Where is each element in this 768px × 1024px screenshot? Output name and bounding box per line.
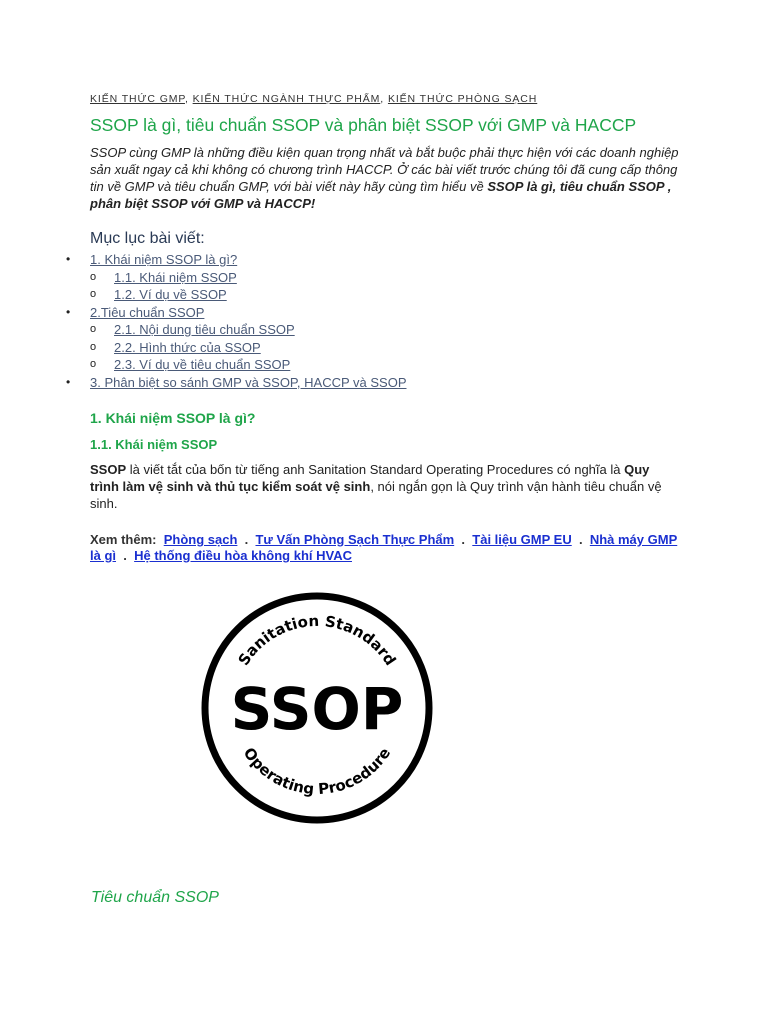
- toc-subitem: [90, 356, 656, 374]
- toc-subitem: [90, 286, 656, 304]
- intro-text: SSOP cùng GMP là những điều kiện quan trọng nhất và bắt buộc phải thực hiện với các doanh nghiệp sản xuất ngay cả khi không có chương trình HACCP. Ở các bài viết trước chúng tôi đã cung cấp thông tin về GMP và tiêu chuẩn GMP, với bài viết này hãy cùng tìm hiểu về: [90, 145, 679, 194]
- circle-bullet-icon: o: [90, 340, 97, 353]
- paragraph-text: là viết tắt của bốn từ tiếng anh Sanitation Standard Operating Procedures có nghĩa là: [126, 462, 625, 477]
- toc-item: [66, 374, 656, 392]
- bold-term: Quy trình làm vệ sinh và thủ tục kiểm soát vệ sinh: [90, 462, 650, 494]
- toc-link[interactable]: 2.2. Hình thức của SSOP: [114, 339, 261, 355]
- toc-link[interactable]: 2.Tiêu chuẩn SSOP: [90, 304, 205, 320]
- toc-link[interactable]: 1.2. Ví dụ về SSOP: [114, 287, 227, 302]
- logo-bottom-arc-text: Operating Procedure: [239, 744, 395, 799]
- link-sep: .: [578, 532, 583, 547]
- bold-term: SSOP: [90, 462, 127, 477]
- intro-paragraph: [90, 144, 680, 212]
- toc-link[interactable]: 2.1. Nội dung tiêu chuẩn SSOP: [114, 322, 295, 337]
- bullet-icon: •: [66, 374, 71, 389]
- see-more-link[interactable]: Hệ thống điều hòa không khí HVAC: [134, 548, 352, 563]
- toc-link[interactable]: 2.3. Ví dụ về tiêu chuẩn SSOP: [114, 357, 291, 372]
- see-more-link[interactable]: Nhà máy GMP là gì: [90, 532, 678, 563]
- toc-subitem: [90, 269, 656, 287]
- link-sep: .: [461, 532, 466, 547]
- logo-center-text: SSOP: [230, 675, 404, 743]
- see-more-link[interactable]: Tư Vấn Phòng Sạch Thực Phẩm: [255, 532, 455, 547]
- breadcrumb-food[interactable]: KIẾN THỨC NGÀNH THỰC PHẨM: [192, 93, 381, 105]
- circle-bullet-icon: o: [90, 270, 97, 283]
- image-caption: Tiêu chuẩn SSOP: [91, 889, 219, 906]
- toc-heading: Mục lục bài viết:: [90, 230, 205, 247]
- toc-link[interactable]: 1. Khái niệm SSOP là gì?: [90, 252, 238, 267]
- bullet-icon: •: [66, 252, 71, 266]
- bullet-icon: •: [66, 304, 71, 319]
- subsection-heading: 1.1. Khái niệm SSOP: [90, 437, 218, 452]
- ssop-logo: [201, 592, 433, 824]
- ssop-logo-graphic: [201, 592, 433, 824]
- breadcrumb: [90, 92, 680, 106]
- intro-bold: SSOP là gì, tiêu chuẩn SSOP , phân biệt SSOP với GMP và HACCP!: [90, 179, 672, 211]
- see-more-link[interactable]: Phòng sạch: [163, 532, 238, 547]
- link-sep: .: [123, 548, 127, 563]
- article: [66, 92, 680, 564]
- toc-link[interactable]: 3. Phân biệt so sánh GMP và SSOP, HACCP và SSOP: [90, 374, 407, 390]
- circle-bullet-icon: o: [90, 288, 97, 300]
- see-more-label: Xem thêm:: [90, 532, 157, 547]
- section-heading: 1. Khái niệm SSOP là gì?: [90, 410, 256, 426]
- breadcrumb-sep: ,: [380, 93, 385, 105]
- see-more-link[interactable]: Tài liệu GMP EU: [472, 532, 572, 547]
- page-title: SSOP là gì, tiêu chuẩn SSOP và phân biệt SSOP với GMP và HACCP: [90, 115, 637, 135]
- circle-bullet-icon: o: [90, 358, 97, 370]
- table-of-contents: [66, 251, 656, 391]
- toc-subitem: [90, 321, 656, 339]
- definition-paragraph: [90, 461, 680, 512]
- toc-link[interactable]: 1.1. Khái niệm SSOP: [114, 269, 237, 285]
- link-sep: .: [244, 532, 249, 547]
- circle-bullet-icon: o: [90, 323, 97, 335]
- toc-item: [66, 304, 656, 374]
- toc-item: [66, 251, 656, 304]
- logo-top-arc-text: Sanitation Standard: [234, 611, 400, 669]
- breadcrumb-gmp[interactable]: KIẾN THỨC GMP: [90, 93, 185, 105]
- toc-subitem: [90, 339, 656, 357]
- see-more: [90, 532, 680, 564]
- paragraph-text: , nói ngắn gọn là Quy trình vận hành tiêu chuẩn vệ sinh.: [90, 479, 662, 511]
- breadcrumb-sep: ,: [184, 93, 189, 105]
- breadcrumb-cleanroom[interactable]: KIẾN THỨC PHÒNG SẠCH: [387, 93, 538, 105]
